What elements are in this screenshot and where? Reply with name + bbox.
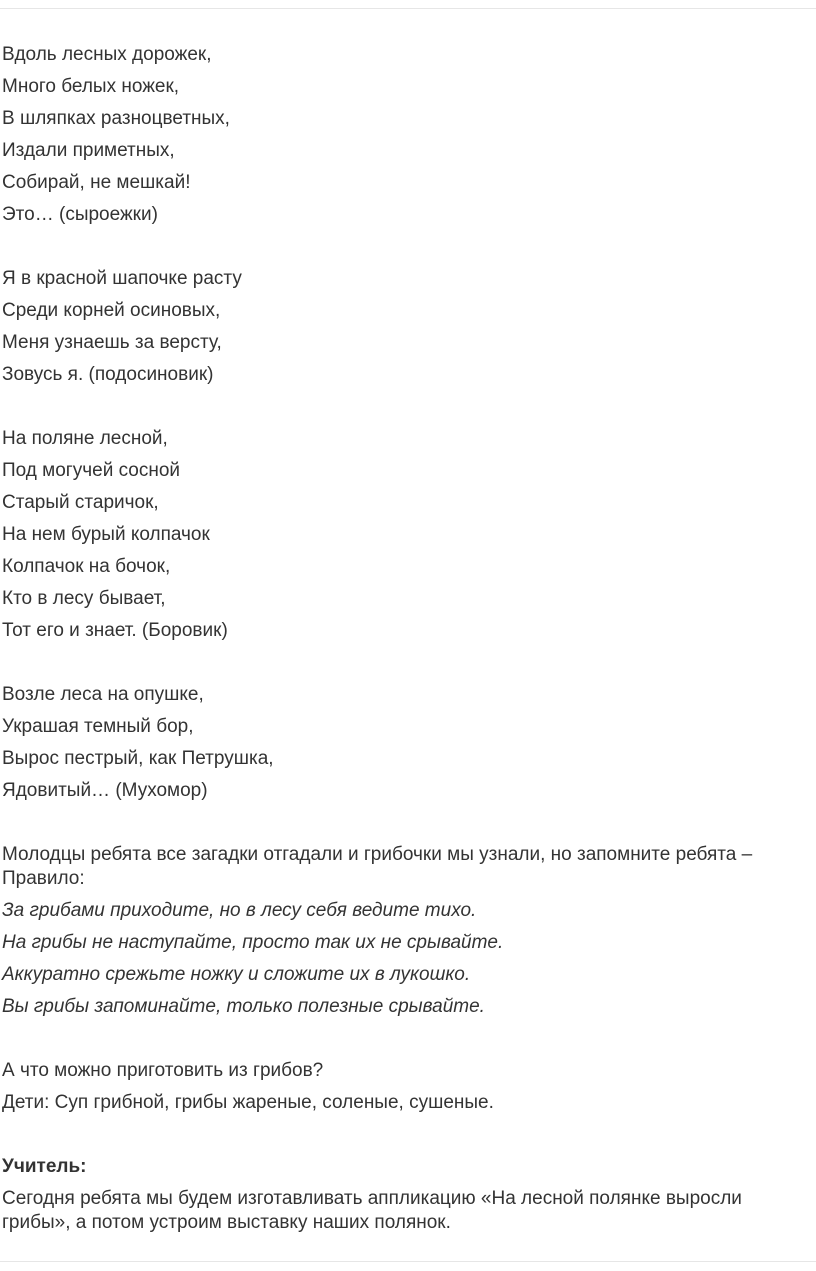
riddle-line: Вдоль лесных дорожек, (2, 44, 212, 65)
answer-text: Дети: Суп грибной, грибы жареные, соленые, сушеные. (2, 1092, 494, 1113)
riddle-line: В шляпках разноцветных, (2, 108, 230, 129)
riddle-line: Меня узнаешь за версту, (2, 332, 222, 353)
document-body (2, 39, 814, 1235)
riddle-line: Вырос пестрый, как Петрушка, (2, 748, 274, 769)
riddle-line: Старый старичок, (2, 492, 159, 513)
riddle-line: Кто в лесу бывает, (2, 588, 166, 609)
spacer (2, 1119, 814, 1151)
spacer (2, 1023, 814, 1055)
teacher-label: Учитель: (2, 1156, 87, 1177)
document-page (0, 8, 816, 1262)
question-text: А что можно приготовить из грибов? (2, 1060, 324, 1081)
riddle-line: Много белых ножек, (2, 76, 180, 97)
teacher-text: Сегодня ребята мы будем изготавливать аппликацию «На лесной полянке выросли грибы», а потом устроим выставку наших полянок. (2, 1188, 742, 1233)
riddle-line: Издали приметных, (2, 140, 175, 161)
riddle-line: Это… (сыроежки) (2, 204, 158, 225)
riddle-line: Собирай, не мешкай! (2, 172, 191, 193)
riddle-line: Зовусь я. (подосиновик) (2, 364, 214, 385)
riddle-line: Возле леса на опушке, (2, 684, 204, 705)
riddle-line: Тот его и знает. (Боровик) (2, 620, 228, 641)
riddle-line: Под могучей сосной (2, 460, 181, 481)
rule-intro: Молодцы ребята все загадки отгадали и грибочки мы узнали, но запомните ребята – Правило: (2, 844, 753, 889)
rule-line: Аккуратно срежьте ножку и сложите их в лукошко. (2, 964, 471, 985)
riddle-line: На нем бурый колпачок (2, 524, 210, 545)
riddle-line: На поляне лесной, (2, 428, 168, 449)
rule-line: Вы грибы запоминайте, только полезные срывайте. (2, 996, 485, 1017)
rule-section (2, 843, 814, 1023)
rule-line: За грибами приходите, но в лесу себя ведите тихо. (2, 900, 477, 921)
riddle-3 (2, 423, 814, 647)
spacer (2, 647, 814, 679)
riddle-line: Среди корней осиновых, (2, 300, 221, 321)
spacer (2, 807, 814, 839)
riddle-line: Ядовитый… (Мухомор) (2, 780, 208, 801)
riddle-line: Колпачок на бочок, (2, 556, 171, 577)
riddle-1 (2, 39, 814, 231)
qa-section (2, 1055, 814, 1119)
teacher-section (2, 1151, 814, 1235)
rule-line: На грибы не наступайте, просто так их не срывайте. (2, 932, 504, 953)
spacer (2, 391, 814, 423)
riddle-4 (2, 679, 814, 807)
riddle-2 (2, 263, 814, 391)
riddle-line: Я в красной шапочке расту (2, 268, 242, 289)
spacer (2, 231, 814, 263)
riddle-line: Украшая темный бор, (2, 716, 194, 737)
